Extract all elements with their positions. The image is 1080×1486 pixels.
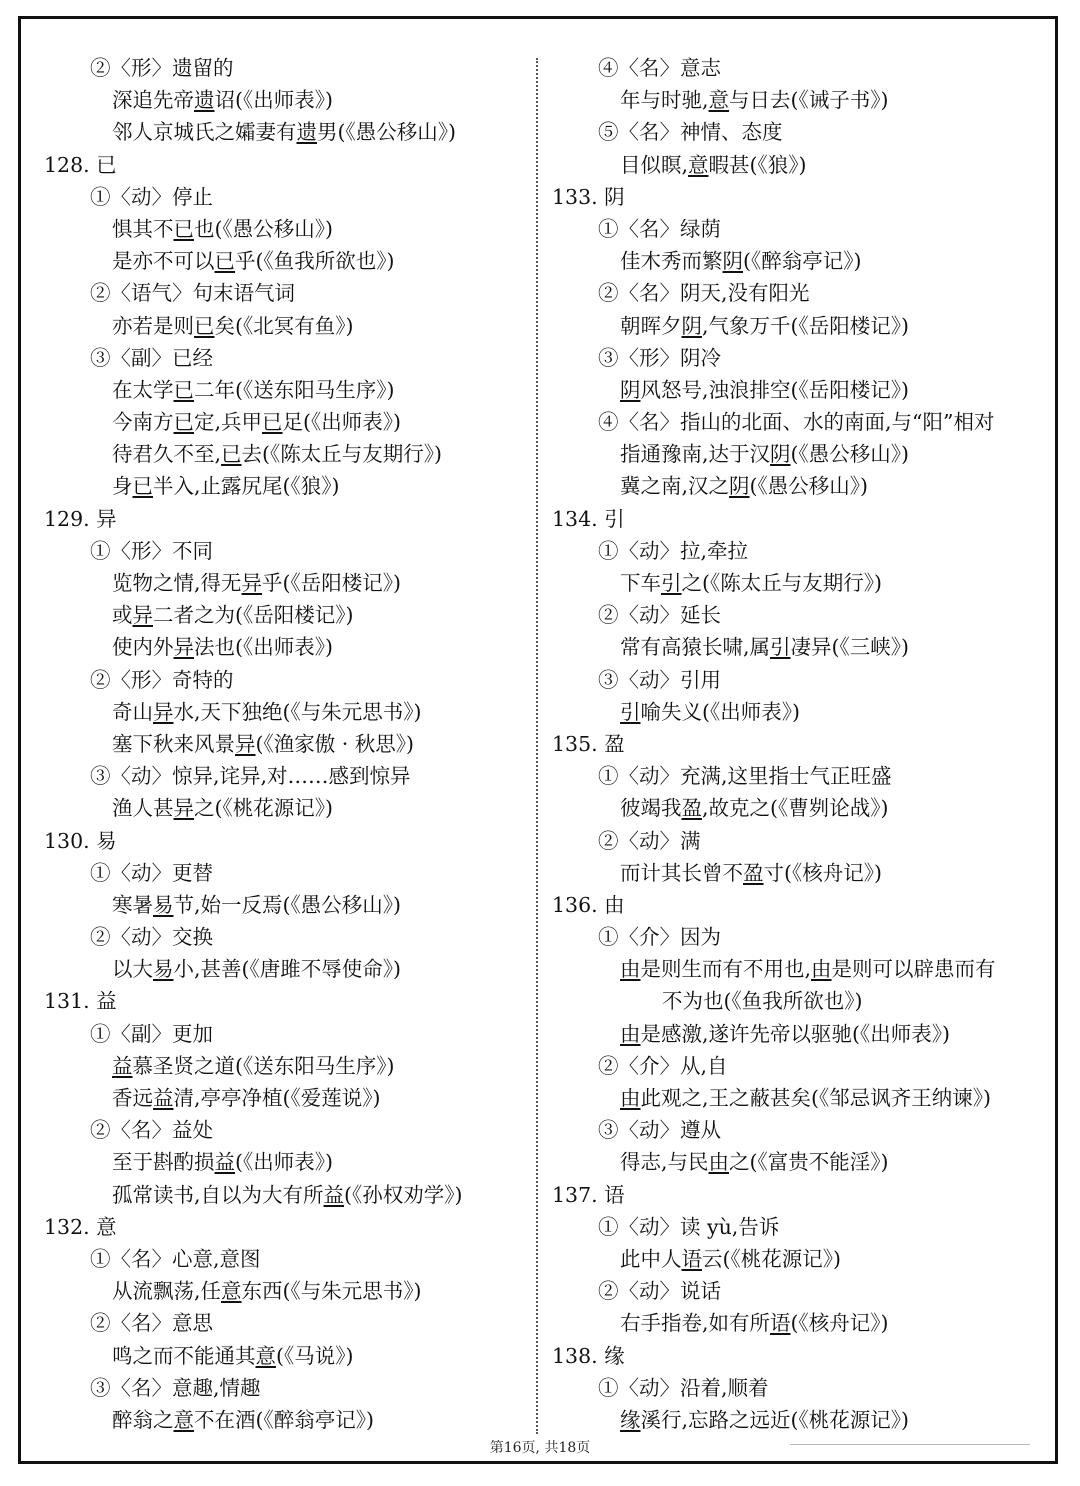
highlighted-word: 引 [661,571,682,595]
highlighted-word: 由 [620,957,641,982]
sentence-text: 惧其不 [112,216,174,241]
sense-definition: ④〈名〉意志 [598,56,721,80]
sentence-text: 渔人甚 [112,796,174,821]
sentence-text: 下车 [620,571,661,595]
sense-definition: ④〈名〉指山的北面、水的南面,与“阳”相对 [598,410,995,435]
highlighted-word: 语 [770,1311,791,1336]
example-sentence [44,1275,524,1307]
sentence-text: 矣(《北冥有鱼》) [214,313,354,338]
sentence-text: 右手指卷,如有所 [620,1311,771,1336]
highlighted-word: 阴 [729,474,750,499]
highlighted-word: 引 [620,699,641,724]
example-sentence [552,1082,1052,1114]
sense-definition: ③〈副〉已经 [90,345,213,370]
sense-definition: ②〈名〉意思 [90,1311,213,1336]
sentence-text: (《愚公移山》) [749,474,869,499]
entry-heading: 133. 阴 [552,184,625,209]
example-sentence [552,438,1052,470]
sense-definition: ②〈动〉延长 [598,603,721,628]
sentence-text: 奇山 [112,699,153,724]
sense-definition: ①〈动〉更替 [90,860,213,885]
sentence-text: 节,始一反焉(《愚公移山》) [173,892,402,917]
sentence-text: 得志,与民 [620,1150,709,1175]
highlighted-word: 盈 [681,796,702,821]
sense-definition: ②〈动〉说话 [598,1279,721,1304]
sentence-text: 喻失义(《出师表》) [640,699,800,724]
sentence-text: 与日去(《诫子书》) [729,88,889,113]
highlighted-word: 阴 [620,377,641,402]
highlighted-word: 盈 [743,860,764,885]
sense-definition: ①〈动〉拉,牵拉 [598,538,749,563]
highlighted-word: 意 [221,1279,242,1304]
sentence-text: 彼竭我 [620,796,682,821]
sentence-text: (《出师表》) [235,1150,333,1175]
example-sentence [44,84,524,116]
example-sentence [44,374,524,406]
highlighted-word: 已 [132,474,153,499]
example-sentence [44,245,524,277]
sense-definition: ②〈介〉从,自 [598,1053,728,1078]
example-sentence [44,213,524,245]
example-sentence [44,567,524,599]
highlighted-word: 已 [173,377,194,402]
sense-definition: ①〈副〉更加 [90,1021,213,1046]
sentence-text: 常有高猿长啸,属 [620,635,771,660]
sense-definition: ③〈动〉引用 [598,667,721,692]
sentence-text: 不在酒(《醉翁亭记》) [194,1407,374,1432]
sentence-text: 男(《愚公移山》) [317,120,456,145]
sentence-text: 足(《出师表》) [282,410,402,435]
sentence-text: 慕圣贤之道(《送东阳马生序》) [132,1053,395,1078]
entry-heading: 131. 益 [44,989,117,1014]
sense-definition: ②〈名〉阴天,没有阳光 [598,281,810,306]
entry-heading: 136. 由 [552,892,625,917]
sentence-text: 寸(《核舟记》) [763,860,882,885]
sentence-text: 览物之情,得无 [112,571,242,595]
sentence-text: 二者之为(《岳阳楼记》) [153,603,354,628]
sentence-text: 以大 [112,957,153,982]
sentence-text: 佳木秀而繁 [620,249,723,274]
highlighted-word: 语 [681,1246,702,1271]
example-sentence [44,116,524,148]
page-footer: 第16页, 共18页 [489,1440,591,1456]
example-sentence [44,406,524,438]
example-sentence [552,953,1052,985]
example-sentence [44,889,524,921]
sentence-text: 寒暑 [112,892,153,917]
sentence-text: 也(《愚公移山》) [194,216,333,241]
sentence-text: 指通豫南,达于汉 [620,442,771,467]
sense-definition: ①〈动〉沿着,顺着 [598,1375,769,1400]
sentence-text: 塞下秋来风景 [112,731,235,756]
sentence-text: 朝晖夕 [620,313,682,338]
sentence-text: 乎(《鱼我所欲也》) [235,249,395,274]
highlighted-word: 易 [153,957,174,982]
highlighted-word: 由 [811,957,832,982]
highlighted-word: 已 [221,442,242,467]
sentence-text: 香远 [112,1086,153,1110]
example-sentence [552,696,1052,728]
entry-heading: 130. 易 [44,828,117,853]
example-sentence [552,1307,1052,1339]
highlighted-word: 遗 [296,120,317,145]
highlighted-word: 缘 [620,1407,641,1432]
highlighted-word: 异 [132,603,153,628]
sentence-text: 深追先帝 [112,88,194,113]
left-column [44,52,524,1436]
sense-definition: ①〈动〉读 yù,告诉 [598,1214,780,1239]
example-sentence [552,985,1052,1017]
sense-definition: ①〈名〉绿荫 [598,216,721,241]
sentence-text: 此观之,王之蔽甚矣(《邹忌讽齐王纳谏》) [640,1086,992,1110]
sense-definition: ①〈介〉因为 [598,925,721,950]
sentence-text: 身 [112,474,133,499]
example-sentence [44,470,524,502]
example-sentence [44,696,524,728]
sentence-text: 乎(《岳阳楼记》) [262,571,402,595]
sentence-text: 之(《富贵不能淫》) [729,1150,889,1175]
sentence-text: 是亦不可以 [112,249,215,274]
sense-definition: ①〈形〉不同 [90,538,213,563]
sentence-text: 小,甚善(《唐雎不辱使命》) [173,957,402,982]
sentence-text: 是则可以辟患而有 [831,957,996,982]
sentence-text: 暇甚(《狼》) [708,152,807,177]
sentence-text: (《愚公移山》) [790,442,910,467]
highlighted-word: 益 [214,1150,235,1175]
highlighted-word: 意 [255,1343,276,1368]
sentence-text: 孤常读书,自以为大有所 [112,1182,324,1207]
highlighted-word: 异 [173,635,194,660]
example-sentence [44,1340,524,1372]
sentence-text: 去(《陈太丘与友期行》) [241,442,443,467]
sentence-text: 醉翁之 [112,1407,174,1432]
highlighted-word: 阴 [770,442,791,467]
sentence-text: (《核舟记》) [790,1311,889,1336]
example-sentence [552,149,1052,181]
example-sentence [44,792,524,824]
example-sentence [552,792,1052,824]
entry-heading: 137. 语 [552,1182,625,1207]
column-divider [536,58,538,1434]
sentence-text: 目似瞑, [620,152,689,177]
sense-definition: ①〈名〉心意,意图 [90,1246,261,1271]
example-sentence [552,310,1052,342]
sentence-text: 云(《桃花源记》) [702,1246,841,1271]
sentence-text: (《马说》) [276,1343,354,1368]
sentence-text: 鸣之而不能通其 [112,1343,256,1368]
example-sentence [44,631,524,663]
highlighted-word: 益 [153,1086,174,1110]
example-sentence [552,1404,1052,1436]
example-sentence [44,1146,524,1178]
example-sentence [44,1082,524,1114]
sense-definition: ②〈形〉遗留的 [90,56,234,80]
highlighted-word: 益 [112,1053,133,1078]
sentence-text: (《孙权劝学》) [344,1182,463,1207]
example-sentence [552,84,1052,116]
sentence-text: 定,兵甲 [194,410,263,435]
entry-heading: 128. 已 [44,152,117,177]
sense-definition: ②〈形〉奇特的 [90,667,234,692]
sense-definition: ③〈动〉遵从 [598,1118,721,1143]
example-sentence [552,857,1052,889]
sense-definition: ③〈名〉意趣,情趣 [90,1375,261,1400]
example-sentence [44,599,524,631]
right-column [552,52,1052,1436]
sentence-text: 水,天下独绝(《与朱元思书》) [173,699,422,724]
sentence-text: 在太学 [112,377,174,402]
example-sentence [552,470,1052,502]
highlighted-word: 阴 [681,313,702,338]
sentence-text: 之(《陈太丘与友期行》) [681,571,882,595]
entry-heading: 129. 异 [44,506,117,531]
sentence-text: 二年(《送东阳马生序》) [194,377,395,402]
highlighted-word: 已 [262,410,283,435]
sentence-text: 风怒号,浊浪排空(《岳阳楼记》) [640,377,910,402]
sense-definition: ①〈动〉停止 [90,184,213,209]
highlighted-word: 异 [235,731,256,756]
example-sentence [44,953,524,985]
sentence-text: 从流飘荡,任 [112,1279,222,1304]
example-sentence [552,1243,1052,1275]
highlighted-word: 阴 [722,249,743,274]
entry-heading: 135. 盈 [552,731,625,756]
sentence-text: 溪行,忘路之远近(《桃花源记》) [640,1407,910,1432]
sense-definition: ②〈语气〉句末语气词 [90,281,295,306]
example-sentence [552,567,1052,599]
entry-heading: 132. 意 [44,1214,117,1239]
sentence-text: 法也(《出师表》) [194,635,333,660]
example-sentence [44,1404,524,1436]
sense-definition: ②〈名〉益处 [90,1118,213,1143]
example-sentence [552,1018,1052,1050]
sentence-text: (《渔家傲 · 秋思》) [255,731,415,756]
highlighted-word: 异 [241,571,263,595]
sentence-text: 而计其长曾不 [620,860,743,885]
example-sentence [552,1146,1052,1178]
sentence-text: 清,亭亭净植(《爱莲说》) [173,1086,381,1110]
sentence-text: 凄异(《三峡》) [790,635,910,660]
highlighted-word: 意 [173,1407,194,1432]
highlighted-word: 由 [620,1021,641,1046]
sense-definition: ②〈动〉满 [598,828,701,853]
highlighted-word: 已 [173,216,194,241]
example-sentence [44,728,524,760]
highlighted-word: 易 [153,892,174,917]
sentence-text: 年与时驰, [620,88,709,113]
sentence-text: (《醉翁亭记》) [743,249,862,274]
sense-definition: ③〈动〉惊异,诧异,对……感到惊异 [90,764,411,789]
example-sentence [44,1050,524,1082]
highlighted-word: 由 [620,1086,641,1110]
sentence-text: 或 [112,603,133,628]
highlighted-word: 遗 [194,88,215,113]
sense-definition: ③〈形〉阴冷 [598,345,721,370]
highlighted-word: 异 [153,699,174,724]
sentence-text: 此中人 [620,1246,682,1271]
sense-definition: ⑤〈名〉神情、态度 [598,120,783,145]
highlighted-word: 意 [708,88,730,113]
sentence-text: 诏(《出师表》) [214,88,333,113]
sentence-text: 不为也(《鱼我所欲也》) [662,989,863,1014]
sense-definition: ②〈动〉交换 [90,925,213,950]
sentence-text: 之(《桃花源记》) [194,796,333,821]
example-sentence [44,438,524,470]
highlighted-word: 已 [194,313,215,338]
highlighted-word: 意 [688,152,709,177]
example-sentence [552,631,1052,663]
highlighted-word: 引 [770,635,791,660]
example-sentence [552,374,1052,406]
sentence-text: 使内外 [112,635,174,660]
sentence-text: 至于斟酌损 [112,1150,215,1175]
sentence-text: 冀之南,汉之 [620,474,730,499]
highlighted-word: 已 [214,249,235,274]
sentence-text: 亦若是则 [112,313,194,338]
example-sentence [44,310,524,342]
example-sentence [552,245,1052,277]
example-sentence [44,1179,524,1211]
sentence-text: 半入,止露尻尾(《狼》) [153,474,340,499]
sentence-text: ,气象万千(《岳阳楼记》) [702,313,910,338]
sentence-text: ,故克之(《曹刿论战》) [702,796,889,821]
sentence-text: 是感激,遂许先帝以驱驰(《出师表》) [640,1021,951,1046]
highlighted-word: 已 [173,410,194,435]
entry-heading: 138. 缘 [552,1343,625,1368]
sentence-text: 是则生而有不用也, [640,957,812,982]
sentence-text: 今南方 [112,410,174,435]
sense-definition: ①〈动〉充满,这里指士气正旺盛 [598,764,892,789]
highlighted-word: 由 [708,1150,730,1175]
sentence-text: 东西(《与朱元思书》) [241,1279,422,1304]
entry-heading: 134. 引 [552,506,625,531]
highlighted-word: 益 [323,1182,345,1207]
sentence-text: 待君久不至, [112,442,222,467]
sentence-text: 邻人京城氏之孀妻有 [112,120,297,145]
highlighted-word: 异 [173,796,194,821]
